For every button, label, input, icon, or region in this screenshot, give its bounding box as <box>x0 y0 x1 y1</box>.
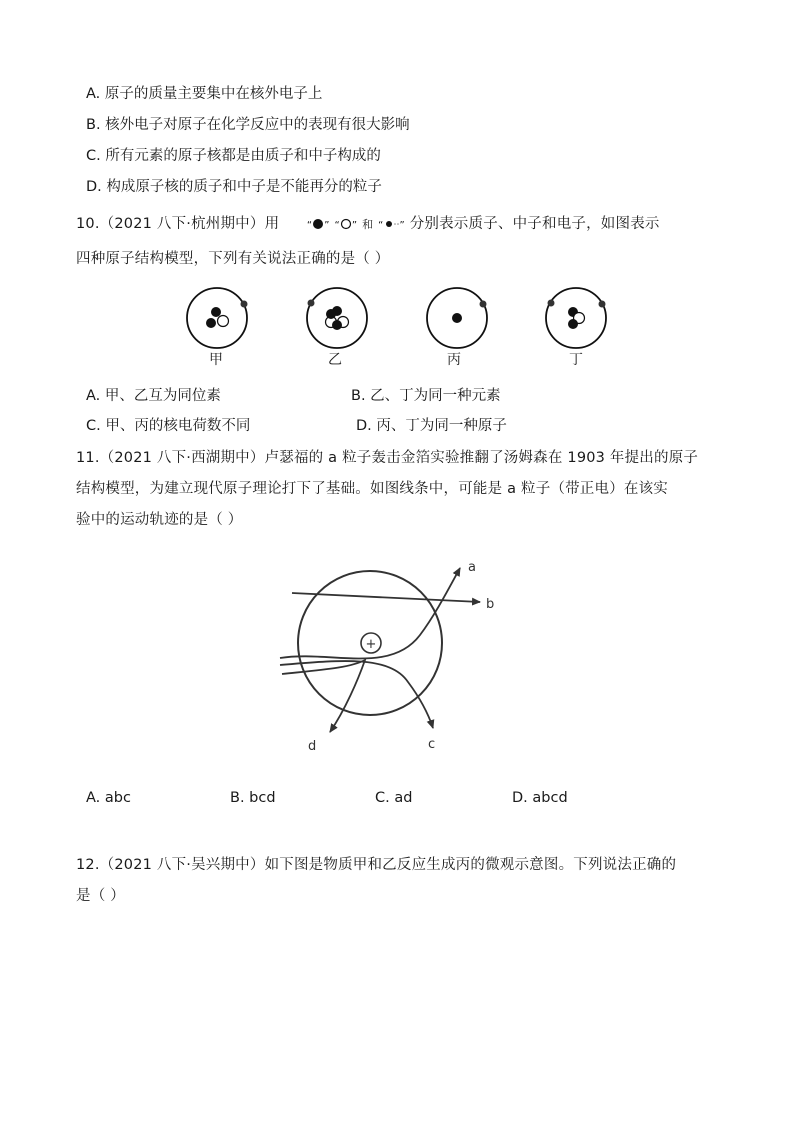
q11-option-c: C. ad <box>375 790 413 806</box>
q11-option-a: A. abc <box>86 790 131 806</box>
q11-option-b: B. bcd <box>230 790 276 806</box>
trajectory-b-label: b <box>486 597 495 612</box>
atom-label-jia: 甲 <box>209 352 223 368</box>
trajectory-d <box>282 660 365 732</box>
nucleus-plus-label: + <box>365 637 377 652</box>
q10-stem-suffix: 分别表示质子、中子和电子，如图表示 <box>409 216 660 232</box>
atom-model-ding <box>546 288 606 348</box>
q10-quote-open-2: “ <box>334 220 340 231</box>
q10-stem-line2: 四种原子结构模型，下列有关说法正确的是（ ） <box>76 251 390 267</box>
trajectory-c-label: c <box>428 737 436 752</box>
q11-stem-line3: 验中的运动轨迹的是（ ） <box>76 512 243 528</box>
q11-rutherford-figure <box>270 550 510 760</box>
atom-model-yi <box>307 288 367 348</box>
q10-quote-open-3: “ <box>378 220 384 231</box>
trajectory-d-label: d <box>308 739 317 754</box>
atom-model-bing <box>427 288 487 348</box>
trajectory-a-label: a <box>468 560 476 575</box>
q11-stem-line1: 11.（2021 八下·西湖期中）卢瑟福的 a 粒子轰击金箔实验推翻了汤姆森在 1903 年提出的原子 <box>76 450 699 466</box>
proton-symbol-icon <box>312 218 324 230</box>
q9-option-c: C. 所有元素的原子核都是由质子和中子构成的 <box>86 148 381 164</box>
q10-quote-open-1: “ <box>306 220 313 231</box>
atom-label-bing: 丙 <box>447 352 461 368</box>
q10-and: 和 <box>362 218 374 231</box>
q10-option-a: A. 甲、乙互为同位素 <box>86 388 221 404</box>
q11-option-d: D. abcd <box>512 790 568 806</box>
trajectory-b <box>292 593 480 602</box>
atom-model-jia <box>187 288 248 348</box>
q10-stem-prefix: 10.（2021 八下·杭州期中）用 <box>76 216 280 232</box>
q12-stem-line2: 是（ ） <box>76 888 125 904</box>
q10-atom-models-figure <box>180 285 620 357</box>
electron-symbol-icon <box>384 219 400 229</box>
q10-option-d: D. 丙、丁为同一种原子 <box>356 418 507 434</box>
q12-stem-line1: 12.（2021 八下·吴兴期中）如下图是物质甲和乙反应生成丙的微观示意图。下列说法正确的 <box>76 857 677 873</box>
atom-label-ding: 丁 <box>569 352 583 368</box>
q9-option-d: D. 构成原子核的质子和中子是不能再分的粒子 <box>86 179 382 195</box>
q10-quote-close-2: ” <box>351 220 358 231</box>
q10-option-b: B. 乙、丁为同一种元素 <box>351 388 501 404</box>
q10-stem-line1 <box>76 212 660 233</box>
q10-option-c: C. 甲、丙的核电荷数不同 <box>86 418 251 434</box>
q10-quote-close-1: ” <box>324 220 330 231</box>
q9-option-b: B. 核外电子对原子在化学反应中的表现有很大影响 <box>86 117 410 133</box>
neutron-symbol-icon <box>340 218 352 230</box>
q9-option-a: A. 原子的质量主要集中在核外电子上 <box>86 86 323 102</box>
q11-stem-line2: 结构模型，为建立现代原子理论打下了基础。如图线条中，可能是 a 粒子（带正电）在该实 <box>76 481 669 497</box>
atom-label-yi: 乙 <box>328 352 342 368</box>
q10-quote-close-3: ” <box>399 220 405 231</box>
